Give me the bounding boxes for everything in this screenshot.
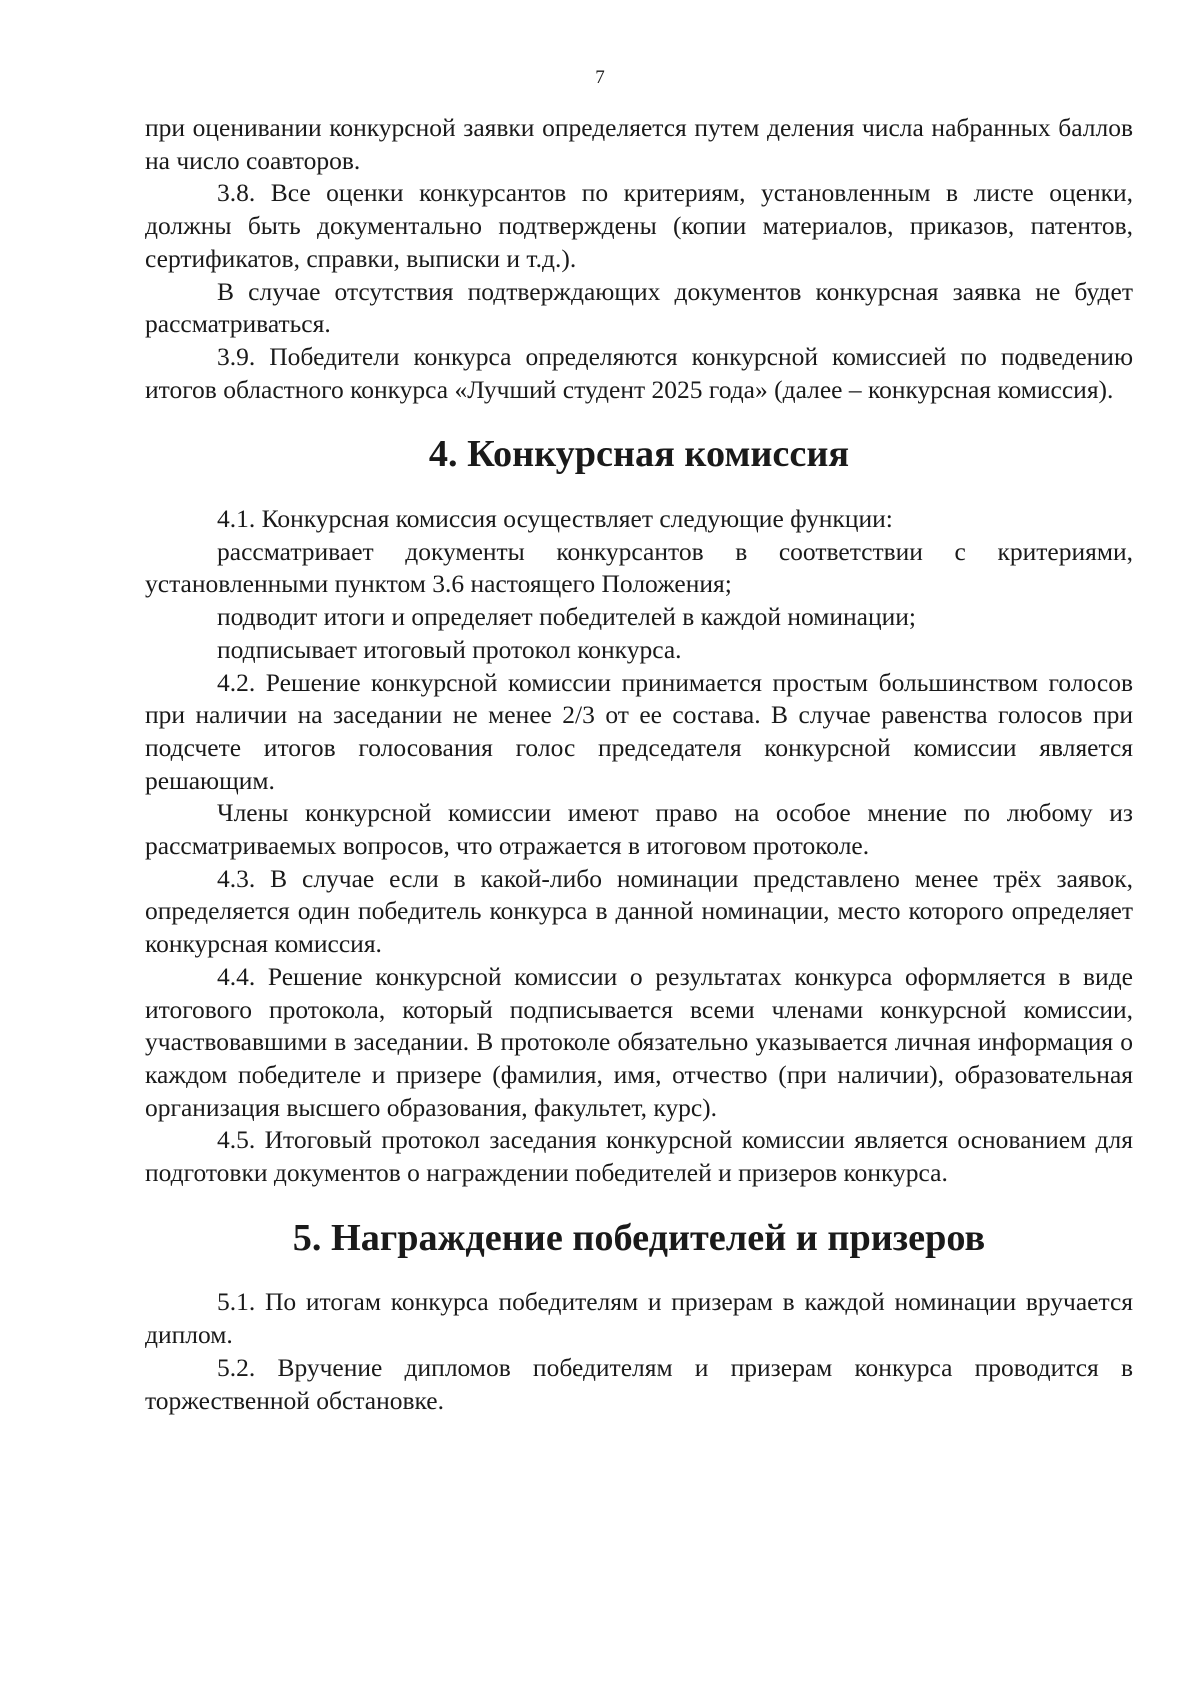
document-body [145,112,1133,1417]
paragraph-4-3: 4.3. В случае если в какой-либо номинации представлено менее трёх заявок, определяется один победитель конкурса в данной номинации, место которого определяет конкурсная комиссия. [145,863,1133,959]
section-5-heading: 5. Награждение победителей и призеров [292,1216,986,1259]
paragraph-5-2: 5.2. Вручение дипломов победителям и призерам конкурса проводится в торжественной обстановке. [145,1352,1133,1415]
paragraph-continuation: при оценивании конкурсной заявки определяется путем деления числа набранных баллов на число соавторов. [145,113,1133,175]
paragraph-5-1: 5.1. По итогам конкурса победителям и призерам в каждой номинации вручается диплом. [145,1287,1133,1350]
paragraph-4-5: 4.5. Итоговый протокол заседания конкурсной комиссии является основанием для подготовки документов о награждении победителей и призеров конкурса. [145,1125,1133,1188]
paragraph-4-1: 4.1. Конкурсная комиссия осуществляет следующие функции: [217,504,893,534]
paragraph-3-8: 3.8. Все оценки конкурсантов по критериям, установленным в листе оценки, должны быть документально подтверждены (копии материалов, приказов, патентов, сертификатов, справки, выписки и т.д.). [145,178,1133,273]
paragraph-members-opinion: Члены конкурсной комиссии имеют право на особое мнение по любому из рассматриваемых вопросов, что отражается в итоговом протоколе. [145,798,1133,861]
page-number: 7 [595,67,605,88]
paragraph-4-2: 4.2. Решение конкурсной комиссии принимается простым большинством голосов при наличии на заседании не менее 2/3 от ее состава. В случае равенства голосов при подсчете итогов голосования голос председателя конкурсной комиссии является решающим. [145,667,1133,795]
paragraph-4-1-function-sign: подписывает итоговый протокол конкурса. [217,634,682,664]
paragraph-4-1-function-review: рассматривает документы конкурсантов в соответствии с критериями, установленными пунктом 3.6 настоящего Положения; [145,536,1133,599]
paragraph-3-9: 3.9. Победители конкурса определяются конкурсной комиссией по подведению итогов областного конкурса «Лучший студент 2025 года» (далее – конкурсная комиссия). [145,341,1133,404]
paragraph-4-1-function-results: подводит итоги и определяет победителей в каждой номинации; [217,602,917,632]
paragraph-4-4: 4.4. Решение конкурсной комиссии о результатах конкурса оформляется в виде итогового протокола, который подписывается всеми членами конкурсной комиссии, участвовавшими в заседании. В протоколе обязательно указывается личная информация о каждом победителе и призере (фамилия, имя, отчество (при наличии), образовательная организация высшего образования, факультет, курс). [145,961,1133,1122]
paragraph-missing-documents: В случае отсутствия подтверждающих документов конкурсная заявка не будет рассматриваться. [145,276,1133,339]
section-4-heading: 4. Конкурсная комиссия [428,433,850,476]
